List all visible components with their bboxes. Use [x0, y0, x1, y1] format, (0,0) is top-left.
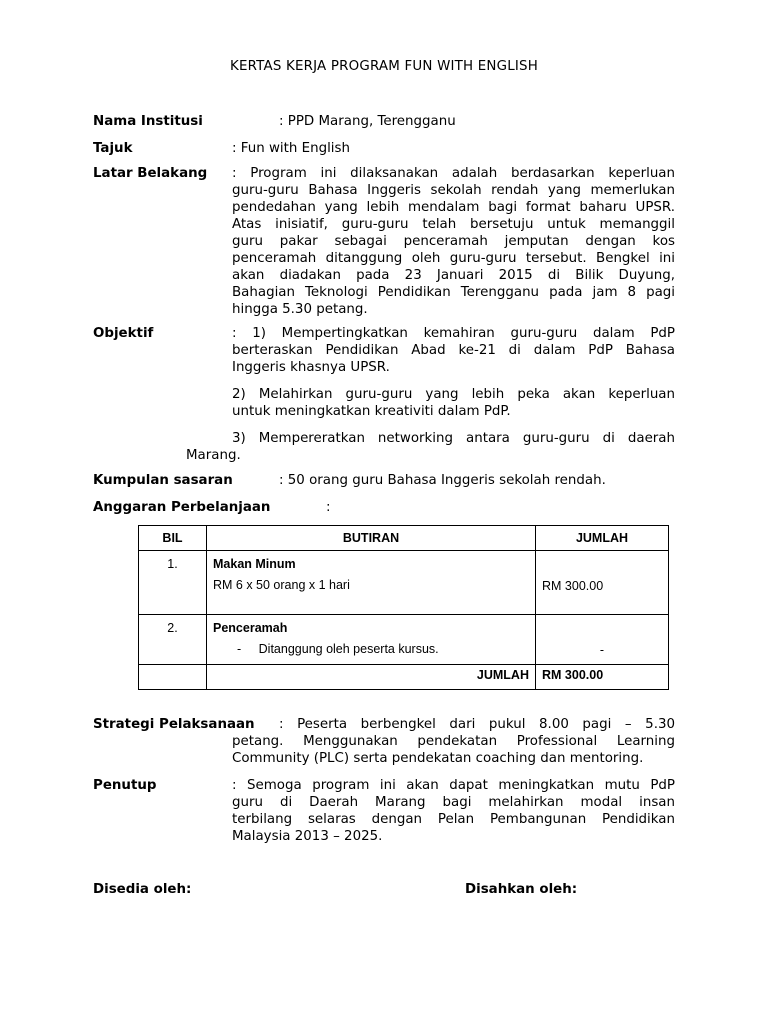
signature-disedia: Disedia oleh: — [93, 882, 192, 897]
text-line: 3) Mempereratkan networking antara guru-guru di daerah — [232, 431, 675, 446]
total-value: RM 300.00 — [536, 665, 669, 690]
label-nama-institusi: Nama Institusi — [93, 114, 203, 129]
text-line: terbilang selaras dengan Pelan Pembangunan Pendidikan — [232, 812, 675, 827]
text-line: untuk meningkatkan kreativiti dalam PdP. — [232, 404, 511, 419]
text-line: Community (PLC) serta pendekatan coaching dan mentoring. — [232, 751, 644, 766]
value-penutup — [232, 777, 675, 845]
cell-jumlah: - — [536, 615, 669, 665]
item-detail: RM 6 x 50 orang x 1 hari — [213, 578, 350, 592]
label-strategi: Strategi Pelaksanaan — [93, 717, 255, 732]
document-title: KERTAS KERJA PROGRAM FUN WITH ENGLISH — [229, 59, 539, 74]
budget-table — [138, 525, 669, 690]
objektif-item-1 — [232, 325, 675, 376]
objektif-item-3-tail: Marang. — [186, 448, 241, 463]
text-line: penceramah ditanggung oleh guru-guru tersebut. Bengkel ini — [232, 251, 675, 266]
item-title: Makan Minum — [213, 557, 296, 571]
item-detail: Ditanggung oleh peserta kursus. — [258, 642, 439, 656]
table-total-row — [139, 665, 669, 690]
text-line: guru di Daerah Marang bagi melahirkan modal insan — [232, 795, 675, 810]
text-line: guru pakar sebagai penceramah jemputan dengan kos — [232, 234, 675, 249]
value-tajuk: : Fun with English — [232, 141, 350, 156]
bullet-dash: - — [237, 642, 242, 656]
text-line: Inggeris khasnya UPSR. — [232, 360, 390, 375]
label-anggaran: Anggaran Perbelanjaan — [93, 500, 271, 515]
cell-butiran — [207, 615, 536, 665]
strategi-first-line — [279, 716, 675, 733]
text-line: pendedahan yang lebih mendalam bagi format baharu UPSR. — [232, 200, 675, 215]
text-line: Bahagian Teknologi Pendidikan Terengganu pada jam 8 pagi — [232, 285, 675, 300]
text-line: berteraskan Pendidikan Abad ke-21 di dalam PdP Bahasa — [232, 343, 675, 358]
total-label: JUMLAH — [207, 665, 536, 690]
item-detail-line — [213, 642, 529, 656]
strategi-rest — [232, 733, 675, 767]
header-butiran: BUTIRAN — [207, 526, 536, 551]
objektif-item-3 — [232, 430, 675, 447]
cell-butiran — [207, 551, 536, 615]
text-line: : Semoga program ini akan dapat meningkatkan mutu PdP — [232, 778, 675, 793]
anggaran-colon: : — [326, 500, 331, 515]
objektif-item-2 — [232, 386, 675, 420]
value-nama-institusi: : PPD Marang, Terengganu — [279, 114, 456, 129]
label-latar-belakang: Latar Belakang — [93, 166, 208, 181]
cell-bil: 2. — [139, 615, 207, 665]
text-line: guru-guru Bahasa Inggeris sekolah rendah yang memerlukan — [232, 183, 675, 198]
table-header-row — [139, 526, 669, 551]
text-line: : Program ini dilaksanakan adalah berdasarkan keperluan — [232, 166, 675, 181]
header-bil: BIL — [139, 526, 207, 551]
text-line: 2) Melahirkan guru-guru yang lebih peka akan keperluan — [232, 387, 675, 402]
label-objektif: Objektif — [93, 326, 154, 341]
value-kumpulan-sasaran: : 50 orang guru Bahasa Inggeris sekolah rendah. — [279, 473, 606, 488]
text-line: akan diadakan pada 23 Januari 2015 di Bilik Duyung, — [232, 268, 675, 283]
value-latar-belakang — [232, 165, 675, 318]
text-line: : 1) Mempertingkatkan kemahiran guru-guru dalam PdP — [232, 326, 675, 341]
cell-jumlah: RM 300.00 — [536, 551, 669, 615]
label-penutup: Penutup — [93, 778, 157, 793]
text-line: : Peserta berbengkel dari pukul 8.00 pagi – 5.30 — [279, 717, 675, 732]
signature-disahkan: Disahkan oleh: — [465, 882, 578, 897]
table-row — [139, 551, 669, 615]
label-kumpulan-sasaran: Kumpulan sasaran — [93, 473, 233, 488]
cell-bil: 1. — [139, 551, 207, 615]
text-line: Malaysia 2013 – 2025. — [232, 829, 383, 844]
header-jumlah: JUMLAH — [536, 526, 669, 551]
text-line: hingga 5.30 petang. — [232, 302, 368, 317]
label-tajuk: Tajuk — [93, 141, 133, 156]
text-line: Atas inisiatif, guru-guru telah bersetuju untuk memanggil — [232, 217, 675, 232]
item-title: Penceramah — [213, 621, 288, 635]
text-line: petang. Menggunakan pendekatan Professional Learning — [232, 734, 675, 749]
table-row — [139, 615, 669, 665]
cell-empty — [139, 665, 207, 690]
